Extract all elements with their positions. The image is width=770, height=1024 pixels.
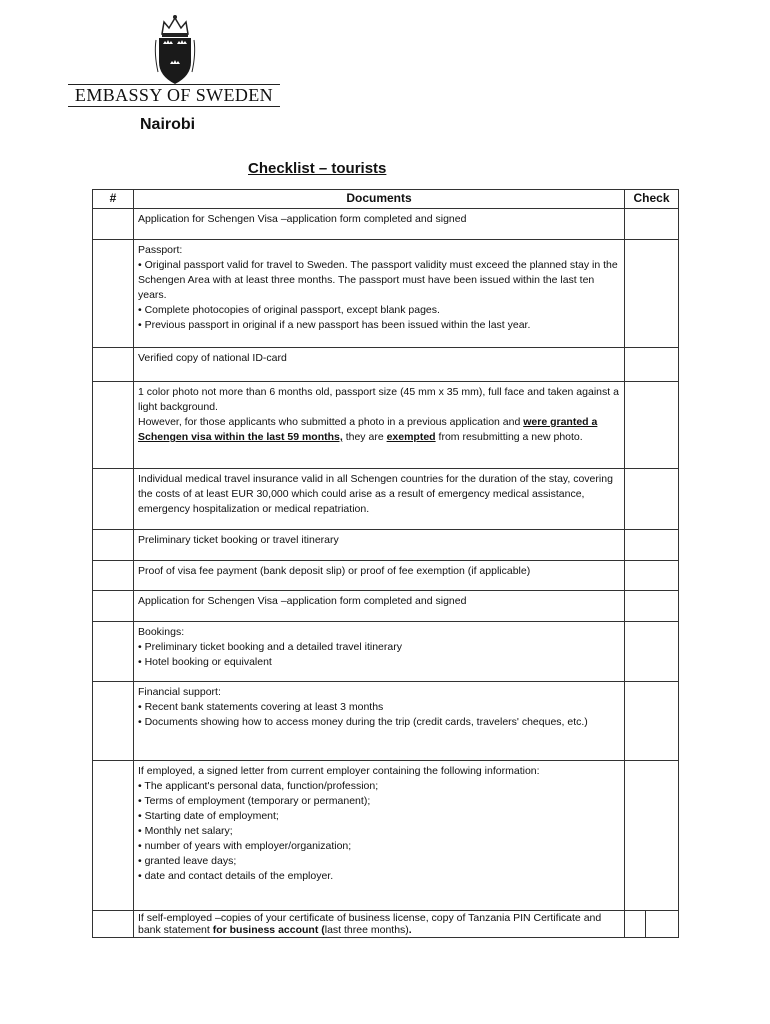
document-line: • Recent bank statements covering at least 3 months xyxy=(138,701,384,713)
row-number-cell xyxy=(93,382,134,469)
check-cell[interactable] xyxy=(625,469,679,530)
self-employed-fragment: . xyxy=(408,924,412,936)
document-line: Application for Schengen Visa –application form completed and signed xyxy=(138,595,467,607)
document-cell xyxy=(134,382,625,469)
table-row xyxy=(93,561,679,591)
row-number-cell xyxy=(93,622,134,682)
row-number-cell xyxy=(93,911,134,938)
table-row xyxy=(93,240,679,348)
note-fragment: were granted a Schengen visa within the last 59 months, xyxy=(138,416,598,443)
document-line: • The applicant's personal data, function/profession; xyxy=(138,780,379,792)
document-cell xyxy=(134,622,625,682)
table-row xyxy=(93,348,679,382)
swedish-coat-of-arms-icon xyxy=(150,14,200,86)
row-number-cell xyxy=(93,348,134,382)
header-rule-bottom xyxy=(68,106,280,107)
check-cell[interactable] xyxy=(625,911,679,938)
document-line: • Previous passport in original if a new passport has been issued within the last year. xyxy=(138,319,531,331)
document-cell xyxy=(134,240,625,348)
document-line: • Terms of employment (temporary or permanent); xyxy=(138,795,371,807)
document-line: If employed, a signed letter from current employer containing the following information: xyxy=(138,765,540,777)
check-cell[interactable] xyxy=(625,240,679,348)
document-cell xyxy=(134,348,625,382)
document-line: • number of years with employer/organization; xyxy=(138,840,352,852)
check-cell[interactable] xyxy=(625,561,679,591)
checklist-table xyxy=(92,189,679,938)
document-line: • Hotel booking or equivalent xyxy=(138,656,272,668)
document-line: Financial support: xyxy=(138,686,221,698)
check-cell[interactable] xyxy=(625,622,679,682)
check-cell[interactable] xyxy=(625,348,679,382)
document-line: Bookings: xyxy=(138,626,185,638)
note-fragment: exempted xyxy=(386,431,436,443)
row-number-cell xyxy=(93,469,134,530)
row-number-cell xyxy=(93,761,134,911)
check-cell-divider xyxy=(625,911,646,937)
note-fragment: they are xyxy=(342,431,387,443)
table-row xyxy=(93,682,679,761)
document-cell xyxy=(134,761,625,911)
table-row xyxy=(93,469,679,530)
check-cell[interactable] xyxy=(625,761,679,911)
table-row xyxy=(93,591,679,622)
row-number-cell xyxy=(93,209,134,240)
document-line: Proof of visa fee payment (bank deposit slip) or proof of fee exemption (if applicable) xyxy=(138,565,531,577)
row-number-cell xyxy=(93,682,134,761)
document-line: • Original passport valid for travel to Sweden. The passport validity must exceed the planned stay in the Schengen Area with at least three months. The passport must have been issued within the last ten years. xyxy=(138,259,618,301)
check-cell[interactable] xyxy=(625,682,679,761)
table-row xyxy=(93,209,679,240)
table-header-row xyxy=(93,190,679,209)
document-cell xyxy=(134,591,625,622)
check-cell[interactable] xyxy=(625,530,679,561)
table-row xyxy=(93,382,679,469)
document-line: Passport: xyxy=(138,244,183,256)
self-employed-fragment: for business account ( xyxy=(212,924,325,936)
document-line: Application for Schengen Visa –application form completed and signed xyxy=(138,213,467,225)
check-cell[interactable] xyxy=(625,209,679,240)
document-line: • date and contact details of the employer. xyxy=(138,870,334,882)
document-line: • granted leave days; xyxy=(138,855,237,867)
self-employed-fragment: last three months) xyxy=(324,924,409,936)
table-row xyxy=(93,530,679,561)
note-fragment: However, for those applicants who submitted a photo in a previous application and xyxy=(138,416,524,428)
document-line: 1 color photo not more than 6 months old, passport size (45 mm x 35 mm), full face and taken against a light background. xyxy=(138,386,619,413)
document-cell xyxy=(134,209,625,240)
document-line: • Complete photocopies of original passport, except blank pages. xyxy=(138,304,440,316)
document-cell xyxy=(134,682,625,761)
document-cell xyxy=(134,561,625,591)
row-number-cell xyxy=(93,591,134,622)
self-employed-fragment: If self-employed –copies of your certificate of business license, copy of Tanzania PIN Certificate and bank statement xyxy=(138,912,602,936)
check-cell[interactable] xyxy=(625,382,679,469)
table-row xyxy=(93,761,679,911)
row-number-cell xyxy=(93,530,134,561)
document-cell xyxy=(134,469,625,530)
document-cell xyxy=(134,911,625,938)
document-line: Individual medical travel insurance valid in all Schengen countries for the duration of the stay, covering the costs of at least EUR 30,000 which could arise as a result of emergency medical assistance, emergency hospitalization or medical repatriation. xyxy=(138,473,613,515)
note-fragment: from resubmitting a new photo. xyxy=(435,431,583,443)
document-line: Verified copy of national ID-card xyxy=(138,352,287,364)
document-line: • Starting date of employment; xyxy=(138,810,279,822)
check-cell[interactable] xyxy=(625,591,679,622)
document-cell xyxy=(134,530,625,561)
document-line: • Documents showing how to access money during the trip (credit cards, travelers' cheques, etc.) xyxy=(138,716,588,728)
city-name: Nairobi xyxy=(140,116,196,133)
document-line: • Preliminary ticket booking and a detailed travel itinerary xyxy=(138,641,402,653)
row-number-cell xyxy=(93,561,134,591)
column-header-number: # xyxy=(93,190,134,209)
table-row xyxy=(93,911,679,938)
table-row xyxy=(93,622,679,682)
column-header-documents: Documents xyxy=(134,190,625,209)
document-line: • Monthly net salary; xyxy=(138,825,233,837)
row-number-cell xyxy=(93,240,134,348)
photo-exemption-note xyxy=(138,415,620,445)
document-line: Preliminary ticket booking or travel itinerary xyxy=(138,534,339,546)
column-header-check: Check xyxy=(625,190,679,209)
document-title: Checklist – tourists xyxy=(248,160,387,177)
embassy-name: EMBASSY OF SWEDEN xyxy=(74,85,274,105)
